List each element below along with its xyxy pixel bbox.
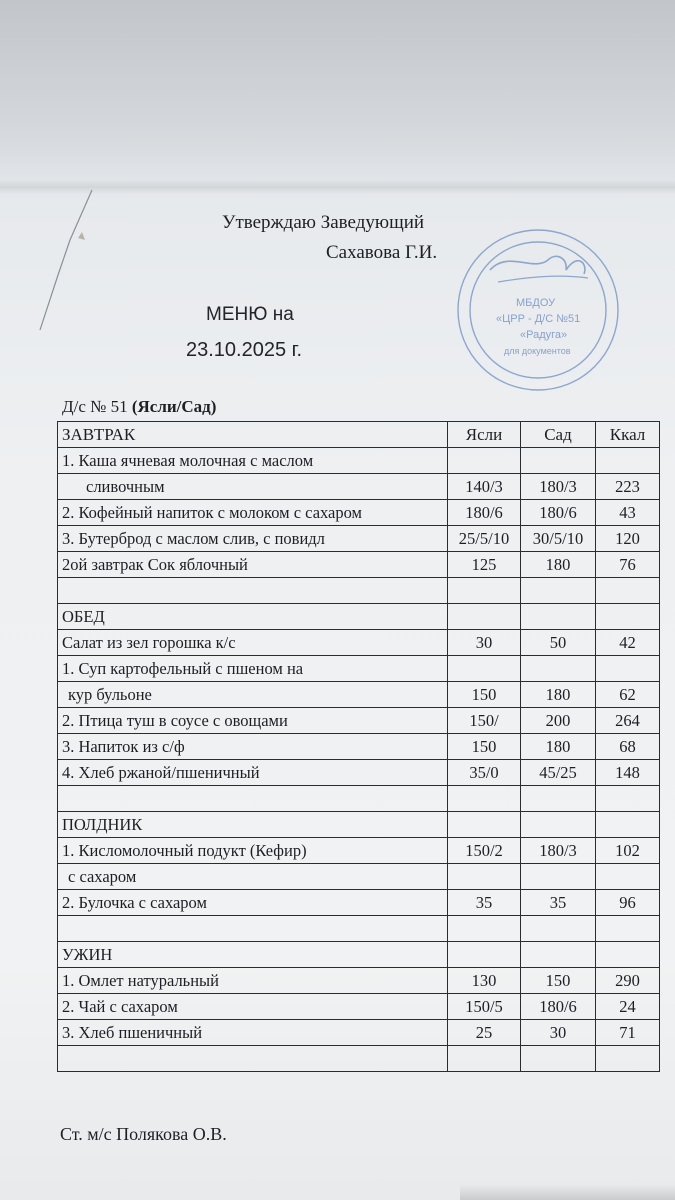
sad-portion-cell: 150 xyxy=(521,968,596,994)
yasli-portion-cell: 30 xyxy=(448,630,521,656)
table-row xyxy=(58,682,660,708)
dish-name-cell: 2. Птица туш в соусе с овощами xyxy=(58,708,448,734)
dish-name-cell: 1. Омлет натуральный xyxy=(58,968,448,994)
dish-name-cell: 3. Хлеб пшеничный xyxy=(58,1020,448,1046)
sad-portion-cell xyxy=(521,1046,596,1072)
yasli-portion-cell: 150 xyxy=(448,682,521,708)
sad-portion-cell: 30/5/10 xyxy=(521,526,596,552)
yasli-portion-cell xyxy=(448,578,521,604)
kcal-cell: 71 xyxy=(596,1020,660,1046)
kcal-cell: 43 xyxy=(596,500,660,526)
column-header-meal: ЗАВТРАК xyxy=(58,422,448,448)
table-row xyxy=(58,734,660,760)
yasli-portion-cell xyxy=(448,942,521,968)
dish-name-cell: ПОЛДНИК xyxy=(58,812,448,838)
table-row xyxy=(58,760,660,786)
stamp-line-1: МБДОУ xyxy=(516,297,556,309)
paper-fold xyxy=(0,180,675,194)
sad-portion-cell xyxy=(521,786,596,812)
yasli-portion-cell: 150/5 xyxy=(448,994,521,1020)
bottom-shadow xyxy=(460,1184,675,1200)
institution-group: (Ясли/Сад) xyxy=(131,397,217,416)
sad-portion-cell: 180 xyxy=(521,682,596,708)
institution-label xyxy=(62,397,216,417)
table-row xyxy=(58,500,660,526)
kcal-cell xyxy=(596,656,660,682)
table-row xyxy=(58,630,660,656)
table-row xyxy=(58,812,660,838)
kcal-cell xyxy=(596,916,660,942)
kcal-cell: 96 xyxy=(596,890,660,916)
kcal-cell: 24 xyxy=(596,994,660,1020)
yasli-portion-cell: 130 xyxy=(448,968,521,994)
yasli-portion-cell xyxy=(448,1046,521,1072)
dish-name-cell: 4. Хлеб ржаной/пшеничный xyxy=(58,760,448,786)
dish-name-cell: Салат из зел горошка к/с xyxy=(58,630,448,656)
kcal-cell xyxy=(596,448,660,474)
menu-title: МЕНЮ на xyxy=(206,304,294,325)
sad-portion-cell: 180/6 xyxy=(521,994,596,1020)
kcal-cell: 42 xyxy=(596,630,660,656)
dish-name-cell: 1. Каша ячневая молочная с маслом xyxy=(58,448,448,474)
kcal-cell: 102 xyxy=(596,838,660,864)
yasli-portion-cell: 150/2 xyxy=(448,838,521,864)
approval-line: Утверждаю Заведующий xyxy=(222,212,425,233)
nurse-signature: Ст. м/с Полякова О.В. xyxy=(60,1124,227,1144)
dish-name-cell xyxy=(58,916,448,942)
sad-portion-cell xyxy=(521,812,596,838)
yasli-portion-cell xyxy=(448,448,521,474)
sad-portion-cell: 180/3 xyxy=(521,474,596,500)
table-row xyxy=(58,838,660,864)
director-name: Сахавова Г.И. xyxy=(326,242,438,263)
table-row xyxy=(58,526,660,552)
sad-portion-cell: 180 xyxy=(521,734,596,760)
menu-table xyxy=(57,421,660,1072)
column-header-sad: Сад xyxy=(521,422,596,448)
sad-portion-cell: 180/3 xyxy=(521,838,596,864)
stamp-line-4: для документов xyxy=(504,346,571,356)
dish-name-cell: 2. Булочка с сахаром xyxy=(58,890,448,916)
table-row xyxy=(58,890,660,916)
kcal-cell xyxy=(596,604,660,630)
yasli-portion-cell xyxy=(448,656,521,682)
dish-name-cell: 2ой завтрак Сок яблочный xyxy=(58,552,448,578)
yasli-portion-cell: 35/0 xyxy=(448,760,521,786)
kcal-cell xyxy=(596,1046,660,1072)
sad-portion-cell xyxy=(521,604,596,630)
sad-portion-cell xyxy=(521,448,596,474)
column-header-kcal: Ккал xyxy=(596,422,660,448)
yasli-portion-cell: 125 xyxy=(448,552,521,578)
kcal-cell: 223 xyxy=(596,474,660,500)
table-row xyxy=(58,604,660,630)
kcal-cell: 264 xyxy=(596,708,660,734)
table-row xyxy=(58,1020,660,1046)
kcal-cell: 62 xyxy=(596,682,660,708)
dish-name-cell: 1. Кисломолочный подукт (Кефир) xyxy=(58,838,448,864)
sad-portion-cell xyxy=(521,942,596,968)
menu-table-body xyxy=(58,448,660,1072)
kcal-cell: 148 xyxy=(596,760,660,786)
kcal-cell xyxy=(596,942,660,968)
sad-portion-cell xyxy=(521,864,596,890)
yasli-portion-cell: 180/6 xyxy=(448,500,521,526)
sad-portion-cell xyxy=(521,578,596,604)
table-row xyxy=(58,916,660,942)
table-row xyxy=(58,1046,660,1072)
paper-clip-line xyxy=(30,180,100,340)
dish-name-cell: 2. Кофейный напиток с молоком с сахаром xyxy=(58,500,448,526)
dish-name-cell xyxy=(58,578,448,604)
background-surface xyxy=(0,0,675,200)
yasli-portion-cell: 35 xyxy=(448,890,521,916)
kcal-cell xyxy=(596,812,660,838)
dish-name-cell: УЖИН xyxy=(58,942,448,968)
dish-name-cell: сливочным xyxy=(58,474,448,500)
kcal-cell xyxy=(596,864,660,890)
yasli-portion-cell xyxy=(448,604,521,630)
yasli-portion-cell: 150/ xyxy=(448,708,521,734)
dish-name-cell: с сахаром xyxy=(58,864,448,890)
table-row xyxy=(58,942,660,968)
stamp-line-3: «Радуга» xyxy=(520,329,568,341)
table-header-row xyxy=(58,422,660,448)
sad-portion-cell: 30 xyxy=(521,1020,596,1046)
table-row xyxy=(58,448,660,474)
dish-name-cell: кур бульоне xyxy=(58,682,448,708)
kcal-cell xyxy=(596,786,660,812)
table-row xyxy=(58,994,660,1020)
yasli-portion-cell: 25/5/10 xyxy=(448,526,521,552)
kcal-cell: 120 xyxy=(596,526,660,552)
table-row xyxy=(58,968,660,994)
dish-name-cell xyxy=(58,1046,448,1072)
sad-portion-cell: 180 xyxy=(521,552,596,578)
dish-name-cell: ОБЕД xyxy=(58,604,448,630)
table-row xyxy=(58,552,660,578)
yasli-portion-cell xyxy=(448,786,521,812)
dish-name-cell: 1. Суп картофельный с пшеном на xyxy=(58,656,448,682)
table-row xyxy=(58,578,660,604)
sad-portion-cell xyxy=(521,916,596,942)
menu-date: 23.10.2025 г. xyxy=(186,339,303,361)
dish-name-cell xyxy=(58,786,448,812)
table-row xyxy=(58,786,660,812)
kcal-cell: 76 xyxy=(596,552,660,578)
column-header-yasli: Ясли xyxy=(448,422,521,448)
kcal-cell: 68 xyxy=(596,734,660,760)
kcal-cell: 290 xyxy=(596,968,660,994)
table-row xyxy=(58,474,660,500)
yasli-portion-cell xyxy=(448,812,521,838)
dish-name-cell: 3. Бутерброд с маслом слив, с повидл xyxy=(58,526,448,552)
yasli-portion-cell: 25 xyxy=(448,1020,521,1046)
sad-portion-cell: 50 xyxy=(521,630,596,656)
yasli-portion-cell: 140/3 xyxy=(448,474,521,500)
dish-name-cell: 2. Чай с сахаром xyxy=(58,994,448,1020)
table-row xyxy=(58,656,660,682)
yasli-portion-cell xyxy=(448,864,521,890)
dish-name-cell: 3. Напиток из с/ф xyxy=(58,734,448,760)
sad-portion-cell: 180/6 xyxy=(521,500,596,526)
yasli-portion-cell: 150 xyxy=(448,734,521,760)
table-row xyxy=(58,864,660,890)
sad-portion-cell xyxy=(521,656,596,682)
sad-portion-cell: 200 xyxy=(521,708,596,734)
stamp-line-2: «ЦРР - Д/С №51 xyxy=(496,313,581,325)
kcal-cell xyxy=(596,578,660,604)
sad-portion-cell: 45/25 xyxy=(521,760,596,786)
yasli-portion-cell xyxy=(448,916,521,942)
table-row xyxy=(58,708,660,734)
sad-portion-cell: 35 xyxy=(521,890,596,916)
institution-number: Д/с № 51 xyxy=(62,397,132,416)
official-stamp xyxy=(438,222,628,392)
